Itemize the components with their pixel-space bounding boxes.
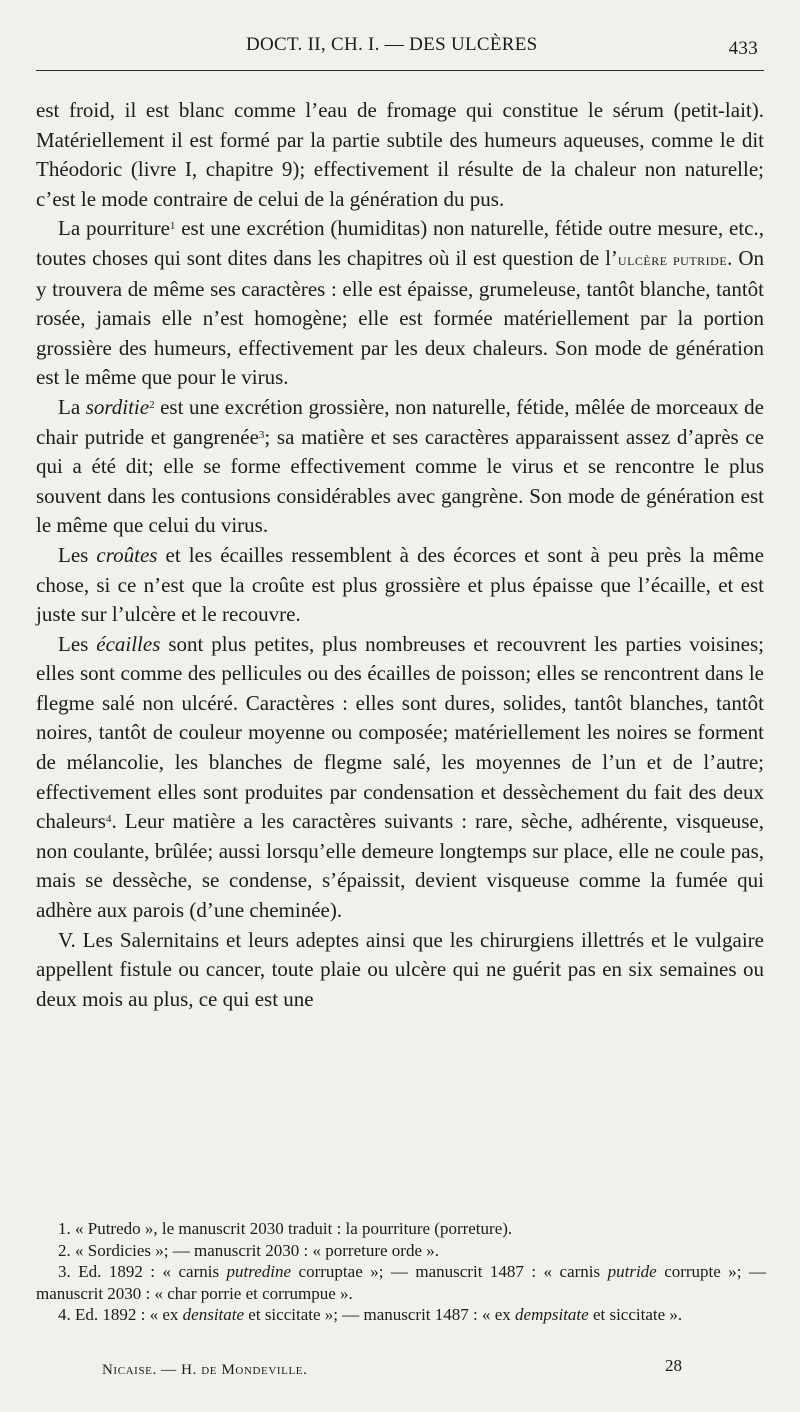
text-run: 3. Ed. 1892 : « carnis [58, 1262, 227, 1281]
footnote-2: 2. « Sordicies »; — manuscrit 2030 : « porreture orde ». [58, 1240, 440, 1260]
text-run: . Leur matière a les caractères suivants : rare, sèche, adhérente, visqueuse, non coulante, brûlée; aussi lorsqu’elle demeure longtemps sur place, elle ne coule pas, mais se dessèche, se condense, s’épaissit, devient visqueuse comme la fumée qui adhère aux parois (d’une cheminée). [36, 809, 764, 923]
text-run: La pourriture [58, 216, 170, 241]
italic-term: putride [607, 1262, 657, 1281]
running-header [36, 32, 764, 66]
italic-term: densitate [182, 1305, 245, 1324]
text-run: est une excrétion (humiditas) non naturelle, fétide outre mesure, etc., toutes choses qui sont dites dans les chapitres où il est question de l’ [36, 216, 764, 270]
main-text [36, 96, 764, 1014]
page-number: 433 [728, 38, 758, 59]
text-run: ; sa matière et ses caractères apparaissent assez d’après ce qui a été dit; elle se forme effectivement comme le virus et se rencontre le plus souvent dans les contusions considérables avec gangrène. Son mode de génération est le même que celui du virus. [36, 424, 764, 538]
paragraph-4 [36, 541, 764, 630]
text-run: et siccitate »; — manuscrit 1487 : « ex [244, 1305, 516, 1324]
text-run: Les [58, 542, 97, 567]
italic-term: croûtes [96, 542, 158, 567]
footnote-ref-3: 3 [258, 428, 265, 441]
text-run: La [58, 394, 86, 419]
running-title: DOCT. II, CH. I. — DES ULCÈRES [246, 34, 538, 55]
footnote-ref-1: 1 [169, 220, 176, 233]
footnote-ref-4: 4 [105, 813, 112, 826]
footnotes [36, 1218, 766, 1326]
header-rule [36, 70, 764, 71]
text-run: corruptae »; — manuscrit 1487 : « carnis [291, 1262, 608, 1281]
text-run: et siccitate ». [588, 1305, 683, 1324]
sheet-number: 28 [665, 1356, 682, 1375]
footnote-1: 1. « Putredo », le manuscrit 2030 traduit : la pourriture (porreture). [58, 1219, 513, 1238]
paragraph-5 [36, 630, 764, 926]
text-run: Les [58, 631, 97, 656]
signature-line: Nicaise. — H. de Mondeville. [102, 1362, 308, 1378]
italic-term: sorditie [85, 394, 150, 419]
text-run: et les écailles ressemblent à des écorces et sont à peu près la même chose, si ce n’est que la croûte est plus grossière et plus épaisse que l’écaille, et est juste sur l’ulcère et le recouvre. [36, 542, 765, 627]
paragraph-3 [36, 393, 764, 541]
footnote-ref-2: 2 [149, 398, 155, 411]
paragraph-1: est froid, il est blanc comme l’eau de fromage qui constitue le sérum (petit-lait). Matériellement il est formé par la partie subtile des humeurs aqueuses, comme le dit Théodoric (livre I, chapitre 9); effectivement il résulte de la chaleur non naturelle; c’est le mode contraire de celui de la génération du pus. [36, 98, 764, 211]
text-run: . On y trouvera de même ses caractères : elle est épaisse, grumeleuse, tantôt blanche, tantôt rosée, jamais elle n’est homogène; elle est formée matériellement par la portion grossière des humeurs, effectivement par les deux chaleurs. Son mode de génération est le même que pour le virus. [36, 245, 764, 390]
text-run: sont plus petites, plus nombreuses et recouvrent les parties voisines; elles sont comme des pellicules ou des écailles de poisson; elles se rencontrent dans le flegme salé non ulcéré. Caractères : elles sont dures, solides, tantôt blanches, tantôt noires, tantôt de couleur moyenne ou composée; matériellement les noires se forment de mélancolie, les blanches de flegme salé, les moyennes de l’un et de l’autre; effectivement elles sont produites par condensation et dessèchement du fait des deux chaleurs [36, 631, 764, 834]
paragraph-2 [36, 214, 764, 393]
text-run: est une excrétion grossière, non naturelle, fétide, mêlée de morceaux de chair putride et gangrenée [36, 394, 765, 449]
text-run: 4. Ed. 1892 : « ex [58, 1305, 183, 1324]
paragraph-6: V. Les Salernitains et leurs adeptes ainsi que les chirurgiens illettrés et le vulgaire appellent fistule ou cancer, toute plaie ou ulcère qui ne guérit pas en six semaines ou deux mois au plus, ce qui est une [36, 927, 764, 1011]
italic-term: dempsitate [515, 1305, 589, 1324]
text-run: corrupte »; — manuscrit 2030 : « char porrie et corrumpue ». [36, 1262, 767, 1303]
footnote-3 [36, 1261, 766, 1304]
italic-term: écailles [96, 631, 161, 656]
footnote-4 [36, 1304, 766, 1326]
italic-term: putredine [226, 1262, 292, 1281]
small-caps-term: ulcère putride [617, 249, 728, 269]
